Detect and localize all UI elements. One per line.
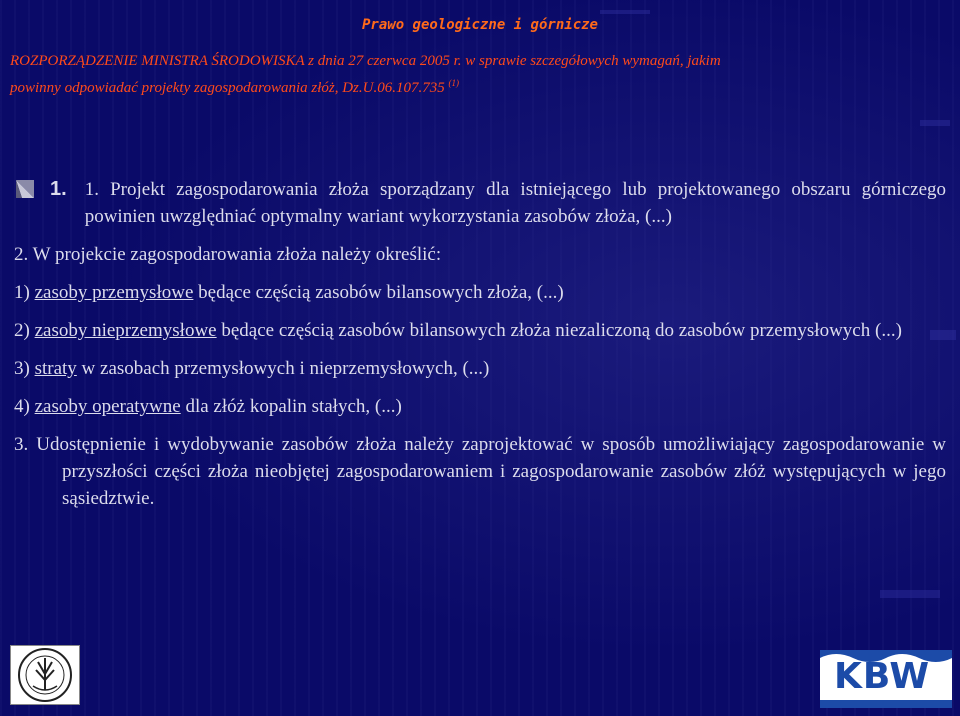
decorative-bar (880, 590, 940, 598)
regulation-citation (10, 50, 910, 99)
list-item-number: 4) (14, 396, 30, 417)
academy-logo (10, 645, 80, 705)
academy-emblem-icon (11, 646, 79, 704)
regulation-footnote: (1) (448, 78, 459, 88)
paragraph-1 (85, 176, 946, 230)
list-item-text: będące częścią zasobów bilansowych złoża, (...) (198, 282, 564, 303)
paragraph-2: 2. W projekcie zagospodarowania złoża należy określić: (14, 244, 442, 265)
list-item-text: będące częścią zasobów bilansowych złoża niezaliczoną do zasobów przemysłowych (...) (221, 320, 902, 341)
bullet-number: 1. (50, 178, 67, 200)
regulation-line-1: ROZPORZĄDZENIE MINISTRA ŚRODOWISKA z dnia 27 czerwca 2005 r. w sprawie szczegółowych wymagań, jakim (10, 53, 721, 69)
term-zasoby-przemyslowe: zasoby przemysłowe (34, 282, 194, 303)
list-item-1 (14, 279, 946, 306)
bullet-item (14, 176, 946, 230)
list-item-2 (14, 317, 946, 344)
list-item-4 (14, 393, 946, 420)
kbw-logo-text: KBW (834, 656, 931, 697)
arrow-bullet-icon (14, 178, 36, 200)
decorative-bar (920, 120, 950, 126)
term-straty: straty (34, 358, 77, 379)
decorative-bar (600, 10, 650, 14)
slide-title: Prawo geologiczne i górnicze (361, 17, 598, 33)
kbw-logo (820, 650, 952, 708)
list-item-text: w zasobach przemysłowych i nieprzemysłowych, (...) (81, 358, 490, 379)
slide-content (14, 176, 946, 523)
paragraph-3: 3. Udostępnienie i wydobywanie zasobów złoża należy zaprojektować w sposób umożliwiający zagospodarowanie w przyszłości części złoża nieobjętej zagospodarowaniem i zagospodarowanie zasobów złóż występujących w jego sąsiedztwie. (14, 434, 946, 509)
regulation-line-2: powinny odpowiadać projekty zagospodarowania złóż, Dz.U.06.107.735 (10, 80, 445, 96)
paragraph-1-number: 1. (84, 179, 99, 200)
list-item-number: 1) (14, 282, 30, 303)
list-item-3 (14, 355, 946, 382)
list-item-text: dla złóż kopalin stałych, (...) (185, 396, 402, 417)
paragraph-1-text: Projekt zagospodarowania złoża sporządzany dla istniejącego lub projektowanego obszaru górniczego powinien uwzględniać optymalny wariant wykorzystania zasobów złoża, (...) (84, 179, 947, 227)
term-zasoby-nieprzemyslowe: zasoby nieprzemysłowe (34, 320, 217, 341)
list-item-number: 2) (14, 320, 30, 341)
list-item-number: 3) (14, 358, 30, 379)
term-zasoby-operatywne: zasoby operatywne (34, 396, 181, 417)
